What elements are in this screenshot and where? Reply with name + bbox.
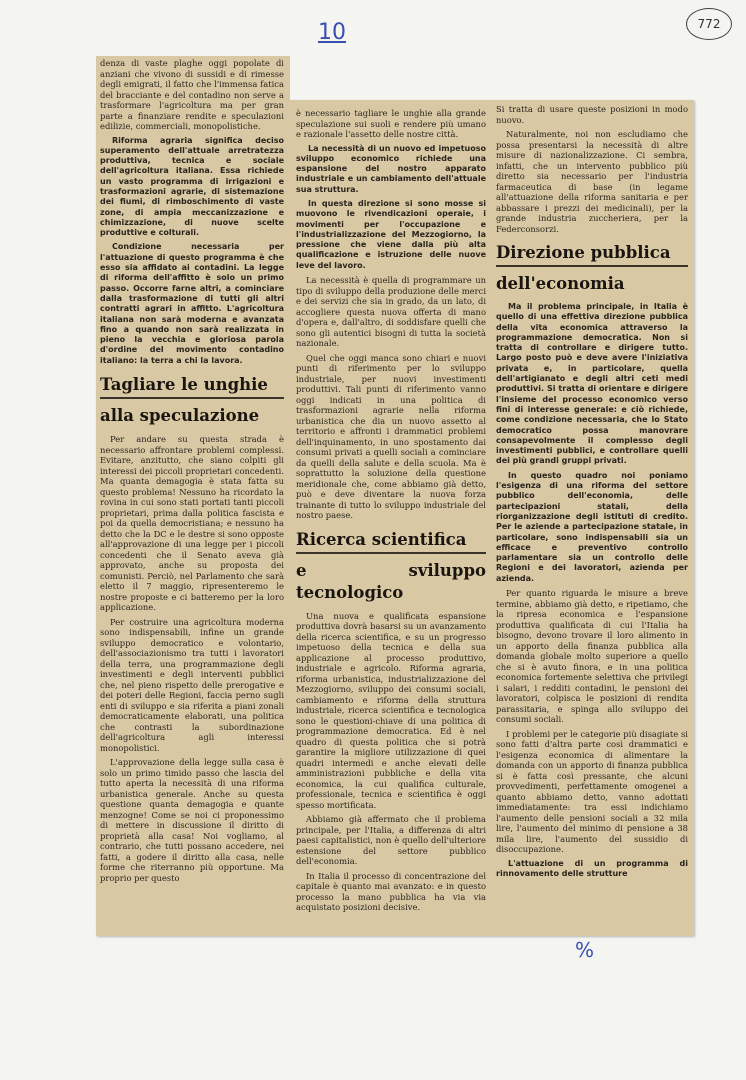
paragraph: La necessità è quella di programmare un tipo di sviluppo della produzione delle merci e dei servizi che sia in grado, da un lato, di accogliere questa nuova offerta di mano d'opera e, dall'altro, di soddisfare quelli che sono gli autentici bisogni di tutta la società nazionale. (296, 275, 486, 349)
bold-paragraph: L'attuazione di un programma di rinnovamento delle strutture (496, 858, 688, 878)
paragraph: denza di vaste plaghe oggi popolate di anziani che vivono di sussidi e di rimesse degli emigrati, il fatto che l'immensa fatica del bracciante e del contadino non serve a trasformare l'agricoltura ma per gran parte a finanziare rendite e speculazioni edilizie, commerciali, monopolistiche. (100, 58, 284, 131)
paragraph: Abbiamo già affermato che il problema principale, per l'Italia, a differenza di altri paesi capitalistici, non è quello dell'ulteriore estensione del settore pubblico dell'economia. (296, 814, 486, 867)
paragraph: Per costruire una agricoltura moderna sono indispensabili, infine un grande sviluppo democratico e volontario, dell'associazionismo tra tutti i lavoratori della terra, una programmazione degli investimenti e degli interventi pubblici che, nel pieno rispetto delle prerogative e dei poteri delle Regioni, faccia perno sugli enti di sviluppo e sia riferita a piani zonali democraticamente elaborati, una politica che contrasti la subordinazione dell'agricoltura agli interessi monopolistici. (100, 616, 284, 753)
paragraph: Per quanto riguarda le misure a breve termine, abbiamo già detto, e ripetiamo, che la ripresa economica e l'espansione produttiva qualificata di cui l'Italia ha bisogno, devono trovare il loro alimento in un apporto della finanza pubblica alla domanda globale molto superiore a quello che si è avuto finora, e in una politica economica fortemente selettiva che privilegi i salari, i redditi contadini, le pensioni dei lavoratori, colpisca le posizioni di rendita parassitaria, e spinga allo sviluppo dei consumi sociali. (496, 588, 688, 725)
section-heading-line2: e sviluppo tecnologico (296, 560, 486, 602)
paragraph: è necessario tagliare le unghie alla grande speculazione sui suoli e rendere più umano e razionale l'assetto delle nostre città. (296, 108, 486, 139)
section-heading-line2: alla speculazione (100, 406, 260, 426)
section-heading: Tagliare le unghie (100, 374, 284, 399)
column-3 (496, 104, 688, 883)
bold-paragraph: In questo quadro noi poniamo l'esigenza di una riforma del settore pubblico dell'economia, delle partecipazioni statali, della riorganizzazione degli istituti di credito. Per le aziende a partecipazione statale, in particolare, sono indispensabili sia un efficace e preventivo controllo parlamentare sia un controllo delle Regioni e dei lavoratori, azienda per azienda. (496, 470, 688, 583)
bold-paragraph: La necessità di un nuovo ed impetuoso sviluppo economico richiede una espansione del nostro apparato industriale e un cambiamento dell'attuale sua struttura. (296, 143, 486, 194)
paragraph: I problemi per le categorie più disagiate si sono fatti d'altra parte così drammatici e l'esigenza economica di alimentare la domanda con un apporto di finanza pubblica si è fatta così pressante, che alcuni provvedimenti, perfettamente omogenei a quanto abbiamo detto, vanno adottati immediatamente: tra essi indichiamo l'aumento delle pensioni sociali a 32 mila lire, l'aumento del minimo di pensione a 38 mila lire, l'aumento del sussidio di disoccupazione. (496, 728, 688, 855)
bold-paragraph: Ma il problema principale, in Italia è quello di una effettiva direzione pubblica della vita economica attraverso la programmazione democratica. Non si tratta di controllare e dirigere tutto. Largo posto può e deve avere l'iniziativa privata e, in particolare, quella dell'artigianato e degli altri ceti medi produttivi. Si tratta di orientare e dirigere l'insieme del processo economico verso fini di interesse generale: e ciò richiede, come condizione necessaria, che lo Stato democratico possa manovrare consapevolmente il complesso degli investimenti pubblici, e controllare quelli dei più grandi gruppi privati. (496, 302, 688, 466)
bold-paragraph: In questa direzione si sono mosse si muovono le rivendicazioni operaie, i movimenti per l'occupazione e l'industrializzazione del Mezzogiorno, la pressione che viene dalla più alta qualificazione e istruzione delle nuove leve del lavoro. (296, 198, 486, 270)
paragraph: L'approvazione della legge sulla casa è solo un primo timido passo che lascia del tutto aperta la necessità di una riforma urbanistica generale. Anche su questa questione quanta demagogia e quante menzogne! Come se noi ci proponessimo di mettere in discussione il diritto di proprietà alla casa! Noi vogliamo, al contrario, che tutti possano accedere, nei fatti, a godere il diritto alla casa, nelle forme che riterranno più opportune. Ma proprio per questo (100, 757, 284, 883)
paragraph: Quel che oggi manca sono chiari e nuovi punti di riferimento per lo sviluppo industriale, per nuovi investimenti produttivi. Tali punti di riferimento vanno oggi indicati in una politica di trasformazioni agrarie nella riforma urbanistica che dia un nuovo assetto al territorio e affronti i drammatici problemi dell'inquinamento, in uno spostamento dai consumi privati a quelli sociali a cominciare da quelli della salute e della scuola. Ma è soprattutto la soluzione della questione meridionale che, come abbiamo già detto, può e deve diventare la nuova forza trainante di tutto lo sviluppo industriale del nostro paese. (296, 352, 486, 521)
column-1 (100, 58, 284, 887)
section-heading-line2: dell'economia (496, 274, 625, 293)
paragraph: In Italia il processo di concentrazione del capitale è quanto mai avanzato: e in questo processo la mano pubblica ha via via acquistato posizioni decisive. (296, 870, 486, 913)
page-number: 10 (318, 20, 346, 45)
paragraph: Una nuova e qualificata espansione produttiva dovrà basarsi su un avanzamento della ricerca scientifica, e su un progresso impetuoso della tecnica e della sua applicazione al processo produttivo, industriale e agricolo. Riforma agraria, riforma urbanistica, industrializzazione del Mezzogiorno, sviluppo dei consumi sociali, cambiamento e riforma della struttura industriale, ricerca scientifica e tecnologica sono le questioni-chiave di una politica di programmazione democratica. Ed è nel quadro di questa politica che si potrà garantire la migliore utilizzazione di quei quadri intermedi e anche elevati delle amministrazioni pubbliche e della vita economica, la cui qualifica culturale, professionale, tecnica e scientifica è oggi spesso mortificata. (296, 610, 486, 810)
bold-paragraph: Condizione necessaria per l'attuazione di questo programma è che esso sia affidato ai contadini. La legge di riforma dell'affitto è solo un primo passo. Occorre farne altri, a cominciare dalla trasformazione di tutti gli altri contratti agrari in affitto. L'agricoltura italiana non sarà moderna e avanzata fino a quando non sarà realizzata in pieno la vecchia e gloriosa parola d'ordine del movimento contadino italiano: la terra a chi la lavora. (100, 242, 284, 365)
handwritten-end-mark: % (575, 938, 595, 962)
paragraph: Si tratta di usare queste posizioni in modo nuovo. (496, 104, 688, 125)
paragraph: Naturalmente, noi non escludiamo che possa presentarsi la necessità di altre misure di nazionalizzazione. Ci sembra, infatti, che un intervento pubblico più diretto sia necessario per l'industria farmaceutica di base (in legame all'attuazione della riforma sanitaria e per abbassare i prezzi dei medicinali), per la grande industria zuccheriera, per la Federconsorzi. (496, 129, 688, 234)
section-heading: Ricerca scientifica (296, 529, 486, 554)
archive-stamp: 772 (686, 8, 732, 40)
section-heading: Direzione pubblica (496, 242, 688, 267)
column-2 (296, 108, 486, 917)
paragraph: Per andare su questa strada è necessario affrontare problemi complessi. Evitare, anzitutto, che siano colpiti gli interessi dei piccoli proprietari concedenti. Ma quanta demagogia è stata fatta su questo problema! Nessuno ha ricordato la rovina in cui sono stati portati tanti piccoli proprietari, prima dalla politica fascista e poi da quella democristiana; e nessuno ha detto che la DC e le destre si sono opposte all'approvazione di una legge per i piccoli concedenti che il Senato aveva già approvato, anche su proposta dei comunisti. Perciò, nel Parlamento che sarà eletto il 7 maggio, ripresenteremo le nostre proposte e ci batteremo per la loro applicazione. (100, 434, 284, 613)
bold-paragraph: Riforma agraria significa deciso superamento dell'attuale arretratezza produttiva, tecnica e sociale dell'agricoltura italiana. Essa richiede un vasto programma di irrigazioni e trasformazioni agrarie, di sistemazione dei fiumi, di rimboschimento di vaste zone, di ampia meccanizzazione e chimizzazione, di nuove scelte produttive e colturali. (100, 135, 284, 238)
